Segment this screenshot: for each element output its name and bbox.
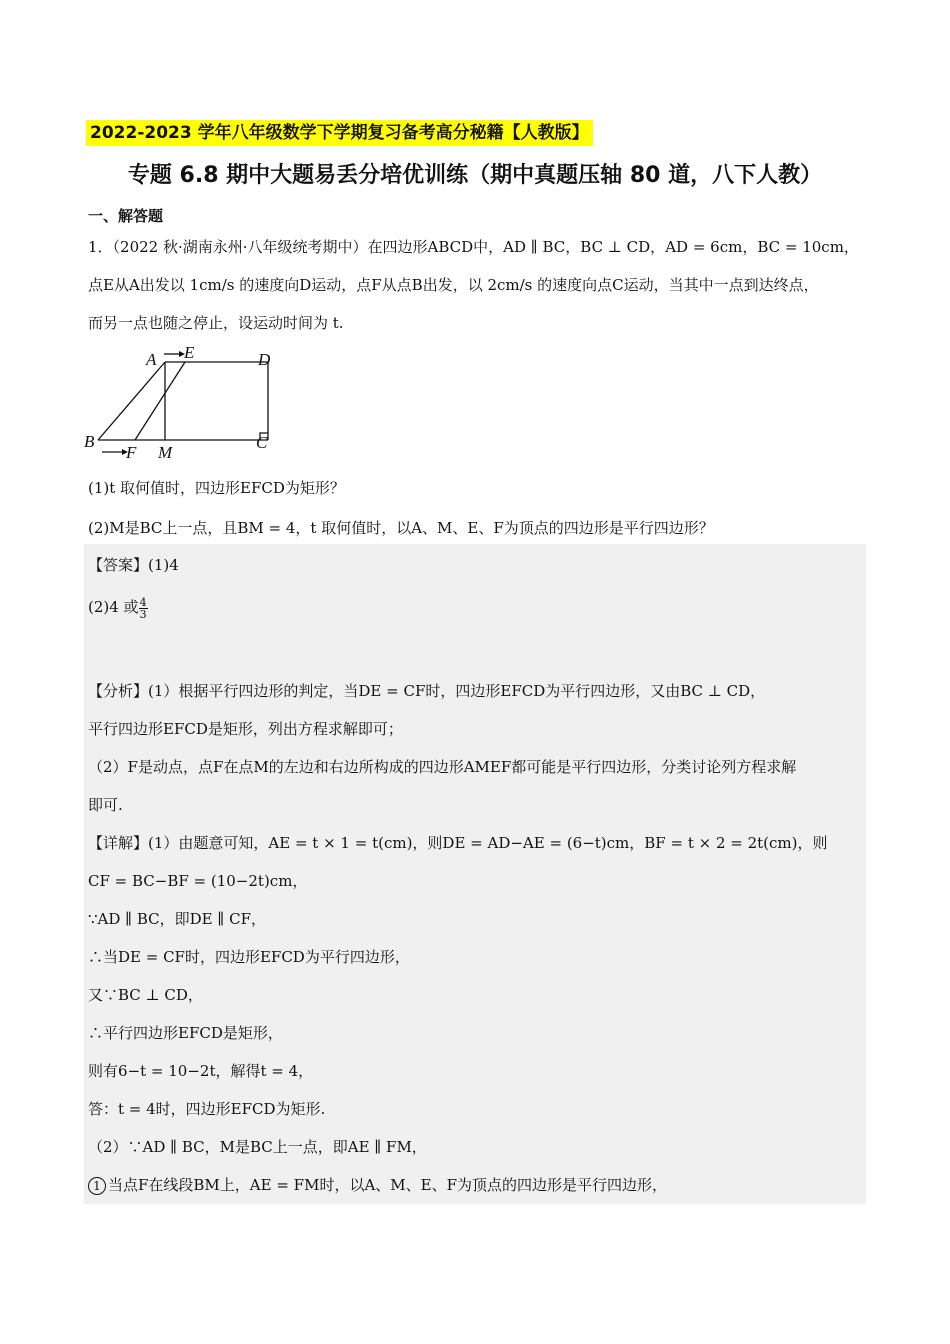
detail-line-2: CF = BC−BF = (10−2t)cm， (88, 872, 308, 890)
answer-1: 【答案】(1)4 (88, 556, 179, 574)
fraction (139, 597, 148, 620)
detail-line-6: ∴平行四边形EFCD是矩形， (88, 1024, 283, 1042)
question-1: (1)t 取何值时，四边形EFCD为矩形？ (88, 479, 345, 497)
circled-number: 1 (88, 1177, 106, 1195)
detail-line-1: 【详解】(1）由题意可知，AE = t × 1 = t(cm)，则DE = AD−AE = (6−t)cm，BF = t × 2 = 2t(cm)，则 (88, 834, 828, 852)
geometry-figure (80, 340, 290, 465)
section-heading: 一、解答题 (88, 207, 164, 225)
analysis-line-3: （2）F是动点，点F在点M的左边和右边所构成的四边形AMEF都可能是平行四边形，分类讨论列方程求解 (88, 758, 797, 776)
page-title: 专题 6.8 期中大题易丢分培优训练（期中真题压轴 80 道，八下人教） (127, 163, 823, 188)
detail-line-3: ∵AD ∥ BC，即DE ∥ CF， (88, 910, 266, 928)
problem-line-2: 点E从A出发以 1cm/s 的速度向D运动，点F从点B出发，以 2cm/s 的速度向点C运动，当其中一点到达终点， (88, 276, 819, 294)
problem-line-3: 而另一点也随之停止，设运动时间为 t. (88, 314, 344, 332)
fraction-numerator: 4 (139, 595, 147, 609)
answer-2-prefix: (2)4 或 (88, 598, 139, 616)
label-b: B (84, 432, 95, 451)
analysis-line-1: 【分析】(1）根据平行四边形的判定，当DE = CF时，四边形EFCD为平行四边形，又由BC ⊥ CD， (88, 682, 766, 700)
detail-line-4: ∴当DE = CF时，四边形EFCD为平行四边形， (88, 948, 410, 966)
series-banner: 2022-2023 学年八年级数学下学期复习备考高分秘籍【人教版】 (86, 120, 593, 146)
answer-2 (88, 596, 148, 620)
segment-fe (135, 362, 185, 440)
label-d: D (258, 350, 271, 369)
label-a: A (146, 350, 157, 369)
label-m: M (158, 443, 173, 462)
detail-line-10-text: 当点F在线段BM上，AE = FM时，以A、M、E、F为顶点的四边形是平行四边形， (108, 1176, 667, 1194)
detail-line-8: 答：t = 4时，四边形EFCD为矩形. (88, 1100, 326, 1118)
detail-line-7: 则有6−t = 10−2t，解得t = 4， (88, 1062, 314, 1080)
label-f: F (126, 443, 137, 462)
question-2: (2)M是BC上一点，且BM = 4，t 取何值时，以A、M、E、F为顶点的四边形是平行四边形？ (88, 519, 714, 537)
fraction-denominator: 3 (139, 607, 147, 621)
detail-line-10 (88, 1174, 667, 1196)
segment-ab (98, 362, 165, 440)
analysis-line-4: 即可. (88, 796, 123, 814)
detail-line-5: 又∵BC ⊥ CD， (88, 986, 203, 1004)
detail-line-9: （2）∵AD ∥ BC，M是BC上一点，即AE ∥ FM， (88, 1138, 427, 1156)
label-e: E (184, 343, 195, 362)
problem-line-1: 1．（2022 秋·湖南永州·八年级统考期中）在四边形ABCD中，AD ∥ BC，BC ⊥ CD，AD = 6cm，BC = 10cm， (88, 238, 859, 256)
analysis-line-2: 平行四边形EFCD是矩形，列出方程求解即可； (88, 720, 403, 738)
label-c: C (256, 433, 268, 452)
